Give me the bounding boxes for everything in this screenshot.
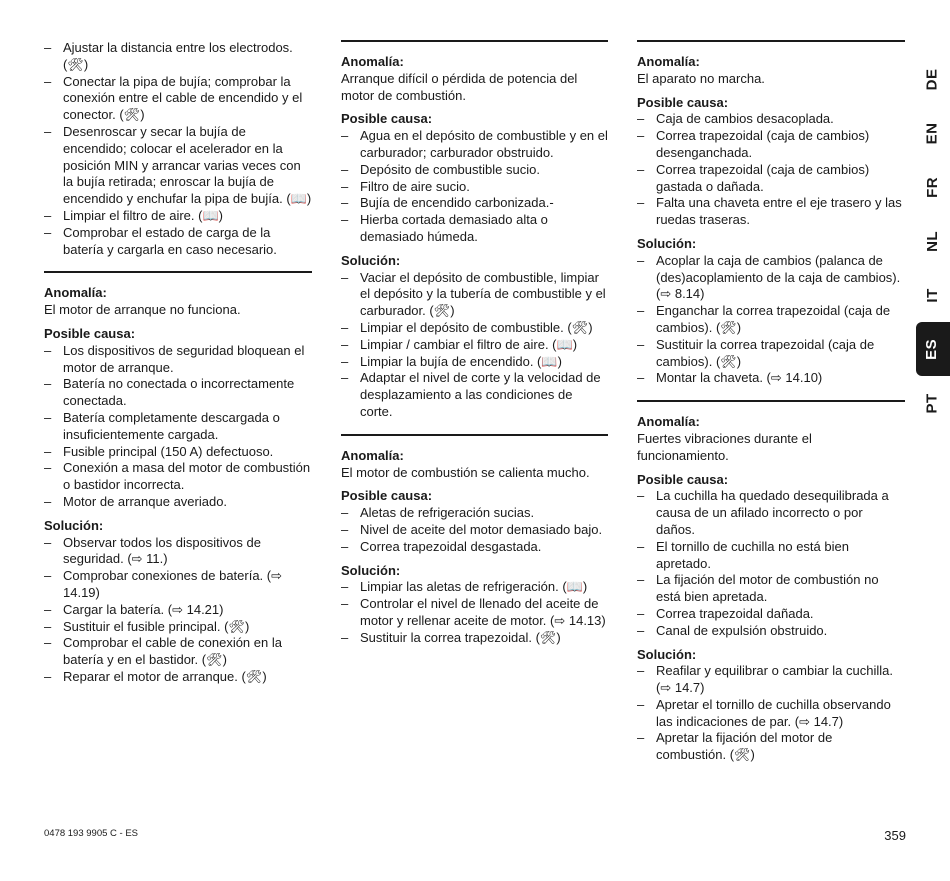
anomaly-heading: Anomalía: [637,414,700,430]
anomaly-text: El motor de combustión se calienta mucho. [341,464,590,480]
cause-heading: Posible causa: [341,488,433,504]
solution-heading: Solución: [637,235,697,251]
section-divider [341,40,608,42]
list-item: – Apretar el tornillo de cuchilla observando las indicaciones de par. (⇨ 14.7) [637,697,905,731]
tab-nl[interactable] [916,214,950,268]
list-item: – Correa trapezoidal (caja de cambios) gastada o dañada. [637,162,905,196]
section-divider [637,400,905,402]
tab-label: NL [923,230,941,252]
troubleshooting-section [44,285,312,685]
troubleshooting-section [341,54,608,421]
solution-list [44,535,312,686]
list-item: – Comprobar el estado de carga de la batería y cargarla en caso necesario. [44,225,312,259]
cause-heading: Posible causa: [341,111,433,127]
tab-label: ES [923,338,941,360]
list-item: – Falta una chaveta entre el eje trasero y las ruedas traseras. [637,195,905,229]
page-number: 359 [884,828,906,843]
list-item: – Limpiar el filtro de aire. (📖) [44,208,312,225]
list-item: – Caja de cambios desacoplada. [637,111,905,128]
list-item: – Limpiar / cambiar el filtro de aire. (📖) [341,337,608,354]
list-item: – Limpiar las aletas de refrigeración. (📖) [341,579,608,596]
list-item: – Controlar el nivel de llenado del aceite de motor y rellenar aceite de motor. (⇨ 14.13) [341,596,608,630]
list-item: – Adaptar el nivel de corte y la velocidad de desplazamiento a las condiciones de corte. [341,370,608,420]
cause-heading: Posible causa: [637,471,729,487]
list-item: – Acoplar la caja de cambios (palanca de (des)acoplamiento de la caja de cambios). (⇨ 8.14) [637,253,905,303]
list-item: – La cuchilla ha quedado desequilibrada a causa de un afilado incorrecto o por daños. [637,488,905,538]
intro-list [44,40,312,258]
list-item: – Sustituir la correa trapezoidal. (🛠) [341,630,608,647]
list-item: – Nivel de aceite del motor demasiado bajo. [341,522,608,539]
cause-list [341,505,608,555]
solution-heading: Solución: [637,646,697,662]
anomaly-heading: Anomalía: [341,54,404,69]
tab-fr[interactable] [916,160,950,214]
anomaly-heading: Anomalía: [44,285,107,301]
list-item: – Observar todos los dispositivos de seguridad. (⇨ 11.) [44,535,312,569]
solution-heading: Solución: [341,562,401,578]
list-item: – Reafilar y equilibrar o cambiar la cuchilla. (⇨ 14.7) [637,663,905,697]
tab-label: FR [923,176,941,198]
section-divider [341,434,608,436]
list-item: – Conectar la pipa de bujía; comprobar la conexión entre el cable de encendido y el conector. (🛠) [44,74,312,124]
anomaly-text: Fuertes vibraciones durante el funcionamiento. [637,430,812,463]
section-divider [44,271,312,273]
section-divider [637,40,905,42]
cause-heading: Posible causa: [637,94,729,110]
list-item: – Aletas de refrigeración sucias. [341,505,608,522]
column-2 [341,40,608,647]
list-item: – Sustituir la correa trapezoidal (caja de cambios). (🛠) [637,337,905,371]
tab-de[interactable] [916,52,950,106]
list-item: – Comprobar el cable de conexión en la batería y en el bastidor. (🛠) [44,635,312,669]
list-item: – Los dispositivos de seguridad bloquean el motor de arranque. [44,343,312,377]
cause-list [44,343,312,511]
list-item: – Comprobar conexiones de batería. (⇨ 14.19) [44,568,312,602]
list-item: – Limpiar la bujía de encendido. (📖) [341,354,608,371]
tab-label: EN [923,122,941,144]
solution-list [637,253,905,387]
list-item: – Enganchar la correa trapezoidal (caja de cambios). (🛠) [637,303,905,337]
cause-list [341,128,608,246]
list-item: – Batería completamente descargada o insuficientemente cargada. [44,410,312,444]
cause-heading: Posible causa: [44,325,136,341]
anomaly-text: Arranque difícil o pérdida de potencia del motor de combustión. [341,70,578,103]
list-item: – Limpiar el depósito de combustible. (🛠) [341,320,608,337]
list-item: – La fijación del motor de combustión no está bien apretada. [637,572,905,606]
list-item: – Correa trapezoidal (caja de cambios) desenganchada. [637,128,905,162]
solution-list [341,579,608,646]
list-item: – Montar la chaveta. (⇨ 14.10) [637,370,905,387]
doc-code: 0478 193 9905 C - ES [44,828,139,839]
list-item: – Bujía de encendido carbonizada.- [341,195,608,212]
list-item: – Correa trapezoidal desgastada. [341,539,608,556]
tab-it[interactable] [916,268,950,322]
anomaly-heading: Anomalía: [341,447,404,463]
language-tabs [916,52,950,430]
troubleshooting-section [341,448,608,647]
list-item: – Agua en el depósito de combustible y en el carburador; carburador obstruido. [341,128,608,162]
tab-en[interactable] [916,106,950,160]
list-item: – Sustituir el fusible principal. (🛠) [44,619,312,636]
list-item: – Vaciar el depósito de combustible, limpiar el depósito y la tubería de combustible y el carburador. (🛠) [341,270,608,320]
list-item: – Correa trapezoidal dañada. [637,606,905,623]
list-item: – Motor de arranque averiado. [44,494,312,511]
list-item: – Fusible principal (150 A) defectuoso. [44,444,312,461]
tab-label: IT [923,287,941,303]
anomaly-text: El aparato no marcha. [637,70,765,86]
anomaly-text: El motor de arranque no funciona. [44,302,241,318]
column-1 [44,40,312,686]
column-3 [637,40,905,764]
list-item: – Filtro de aire sucio. [341,179,608,196]
list-item: – Reparar el motor de arranque. (🛠) [44,669,312,686]
tab-pt[interactable] [916,376,950,430]
solution-list [341,270,608,421]
list-item: – El tornillo de cuchilla no está bien apretado. [637,539,905,573]
list-item: – Batería no conectada o incorrectamente conectada. [44,376,312,410]
list-item: – Hierba cortada demasiado alta o demasiado húmeda. [341,212,608,246]
cause-list [637,488,905,639]
list-item: – Desenroscar y secar la bujía de encendido; colocar el acelerador en la posición MIN y arrancar varias veces con la bujía retirada; enroscar la bujía de encendido y enchufar la pipa de bujía. (📖) [44,124,312,208]
list-item: – Depósito de combustible sucio. [341,162,608,179]
solution-heading: Solución: [341,252,401,268]
troubleshooting-section [637,54,905,387]
list-item: – Canal de expulsión obstruido. [637,623,905,640]
troubleshooting-section [637,414,905,764]
tab-label: DE [923,68,941,90]
tab-label: PT [923,392,941,414]
list-item: – Cargar la batería. (⇨ 14.21) [44,602,312,619]
anomaly-heading: Anomalía: [637,54,700,69]
solution-list [637,663,905,764]
tab-es[interactable] [916,322,950,376]
cause-list [637,111,905,229]
list-item: – Apretar la fijación del motor de combustión. (🛠) [637,730,905,764]
solution-heading: Solución: [44,517,104,533]
list-item: – Conexión a masa del motor de combustión o bastidor incorrecta. [44,460,312,494]
list-item: – Ajustar la distancia entre los electrodos. (🛠) [44,40,312,74]
